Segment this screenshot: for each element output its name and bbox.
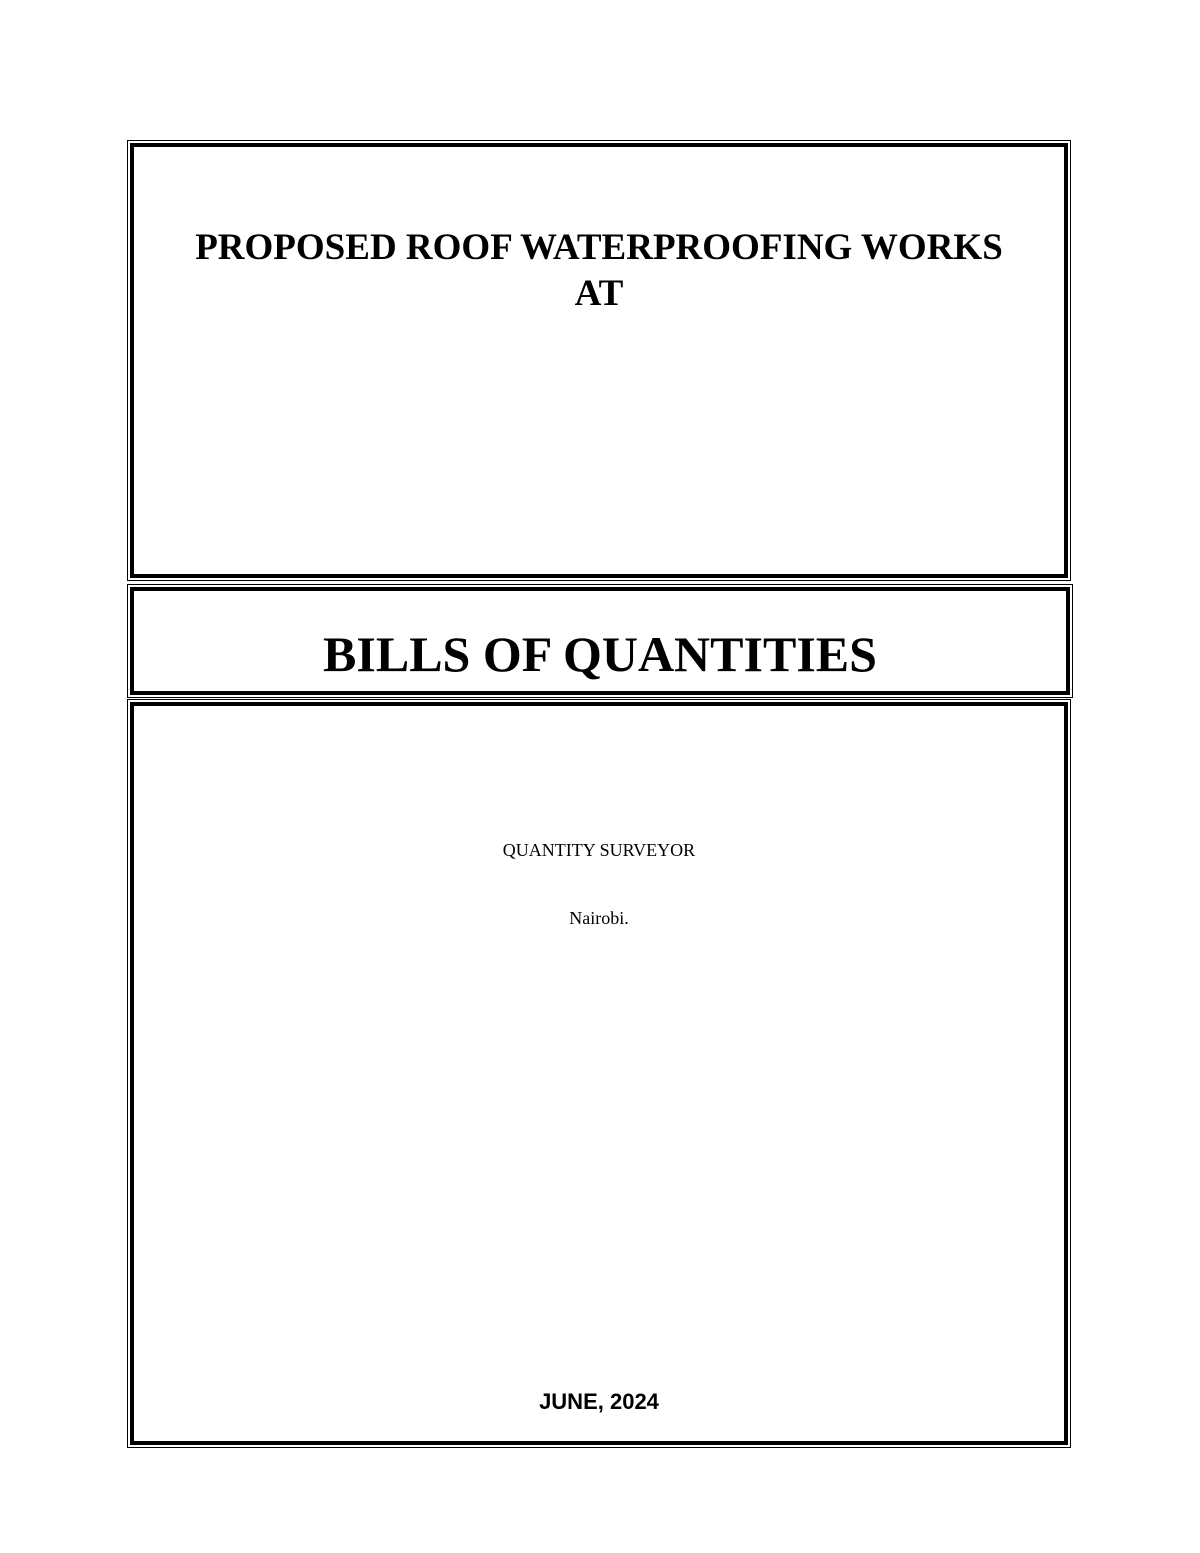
- project-title-line-2: AT: [574, 273, 624, 314]
- project-title: [134, 225, 1064, 317]
- project-title-line-1: PROPOSED ROOF WATERPROOFING WORKS: [195, 227, 1003, 268]
- consultant-role: QUANTITY SURVEYOR: [502, 840, 696, 860]
- document-heading: BILLS OF QUANTITIES: [323, 626, 877, 682]
- issue-date: JUNE, 2024: [539, 1389, 659, 1414]
- project-title-box: [130, 143, 1068, 578]
- document-heading-box: [130, 587, 1070, 695]
- consultant-location: Nairobi.: [569, 908, 629, 928]
- consultant-details-box: [130, 702, 1068, 1445]
